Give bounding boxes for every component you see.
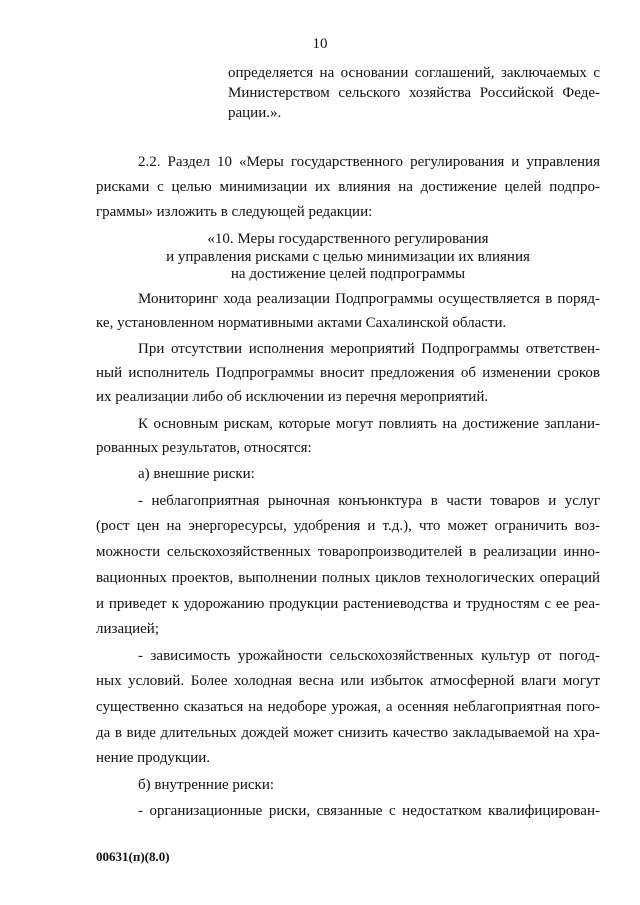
text-line: - зависимость урожайности сельскохозяйственных культур от погод- bbox=[138, 648, 600, 664]
text-line: рованных результатов, относятся: bbox=[96, 440, 312, 456]
text-line: определяется на основании соглашений, заключаемых с bbox=[228, 65, 600, 81]
text-line: (рост цен на энергоресурсы, удобрения и т.д.), что может ограничить воз- bbox=[96, 518, 600, 534]
text-line: граммы» изложить в следующей редакции: bbox=[96, 204, 373, 220]
text-line: да в виде длительных дождей может снизить качество закладываемой на хра- bbox=[96, 725, 600, 741]
heading-line: и управления рисками с целью минимизации их влияния bbox=[166, 249, 530, 265]
footer-document-code: 00631(п)(8.0) bbox=[96, 849, 170, 864]
text-line: вационных проектов, выполнении полных циклов технологических операций bbox=[96, 570, 600, 586]
text-line: и приведет к удорожанию продукции растениеводства и трудностям с ее реа- bbox=[96, 596, 600, 612]
heading-line: на достижение целей подпрограммы bbox=[230, 266, 466, 282]
text-line: их реализации либо об исключении из перечня мероприятий. bbox=[96, 389, 489, 405]
text-line: нение продукции. bbox=[96, 750, 210, 766]
text-line: ке, установленном нормативными актами Сахалинской области. bbox=[96, 315, 507, 331]
text-line: б) внутренние риски: bbox=[138, 777, 275, 793]
text-line: К основным рискам, которые могут повлиять на достижение заплани- bbox=[138, 416, 600, 432]
text-line: Мониторинг хода реализации Подпрограммы осуществляется в поряд- bbox=[138, 291, 600, 307]
text-line: можности сельскохозяйственных товаропроизводителей в реализации инно- bbox=[96, 544, 600, 560]
text-line: а) внешние риски: bbox=[138, 466, 255, 482]
text-line: - неблагоприятная рыночная конъюнктура в части товаров и услуг bbox=[138, 493, 600, 509]
text-line: рисками с целью минимизации их влияния на достижение целей подпро- bbox=[96, 179, 600, 195]
text-line: ный исполнитель Подпрограммы вносит предложения об изменении сроков bbox=[96, 365, 600, 381]
text-line: существенно сказаться на недоборе урожая, а осенняя неблагоприятная пого- bbox=[96, 699, 600, 715]
text-line: лизацией; bbox=[96, 621, 160, 637]
page-number: 10 bbox=[312, 36, 328, 52]
text-line: рации.». bbox=[228, 105, 282, 121]
heading-line: «10. Меры государственного регулирования bbox=[207, 231, 489, 247]
text-line: При отсутствии исполнения мероприятий Подпрограммы ответствен- bbox=[138, 341, 600, 357]
text-line: Министерством сельского хозяйства Российской Феде- bbox=[228, 85, 600, 101]
text-line: ных условий. Более холодная весна или избыток атмосферной влаги могут bbox=[96, 673, 600, 689]
text-line: 2.2. Раздел 10 «Меры государственного регулирования и управления bbox=[138, 154, 600, 170]
text-line: - организационные риски, связанные с недостатком квалифицирован- bbox=[138, 803, 600, 819]
